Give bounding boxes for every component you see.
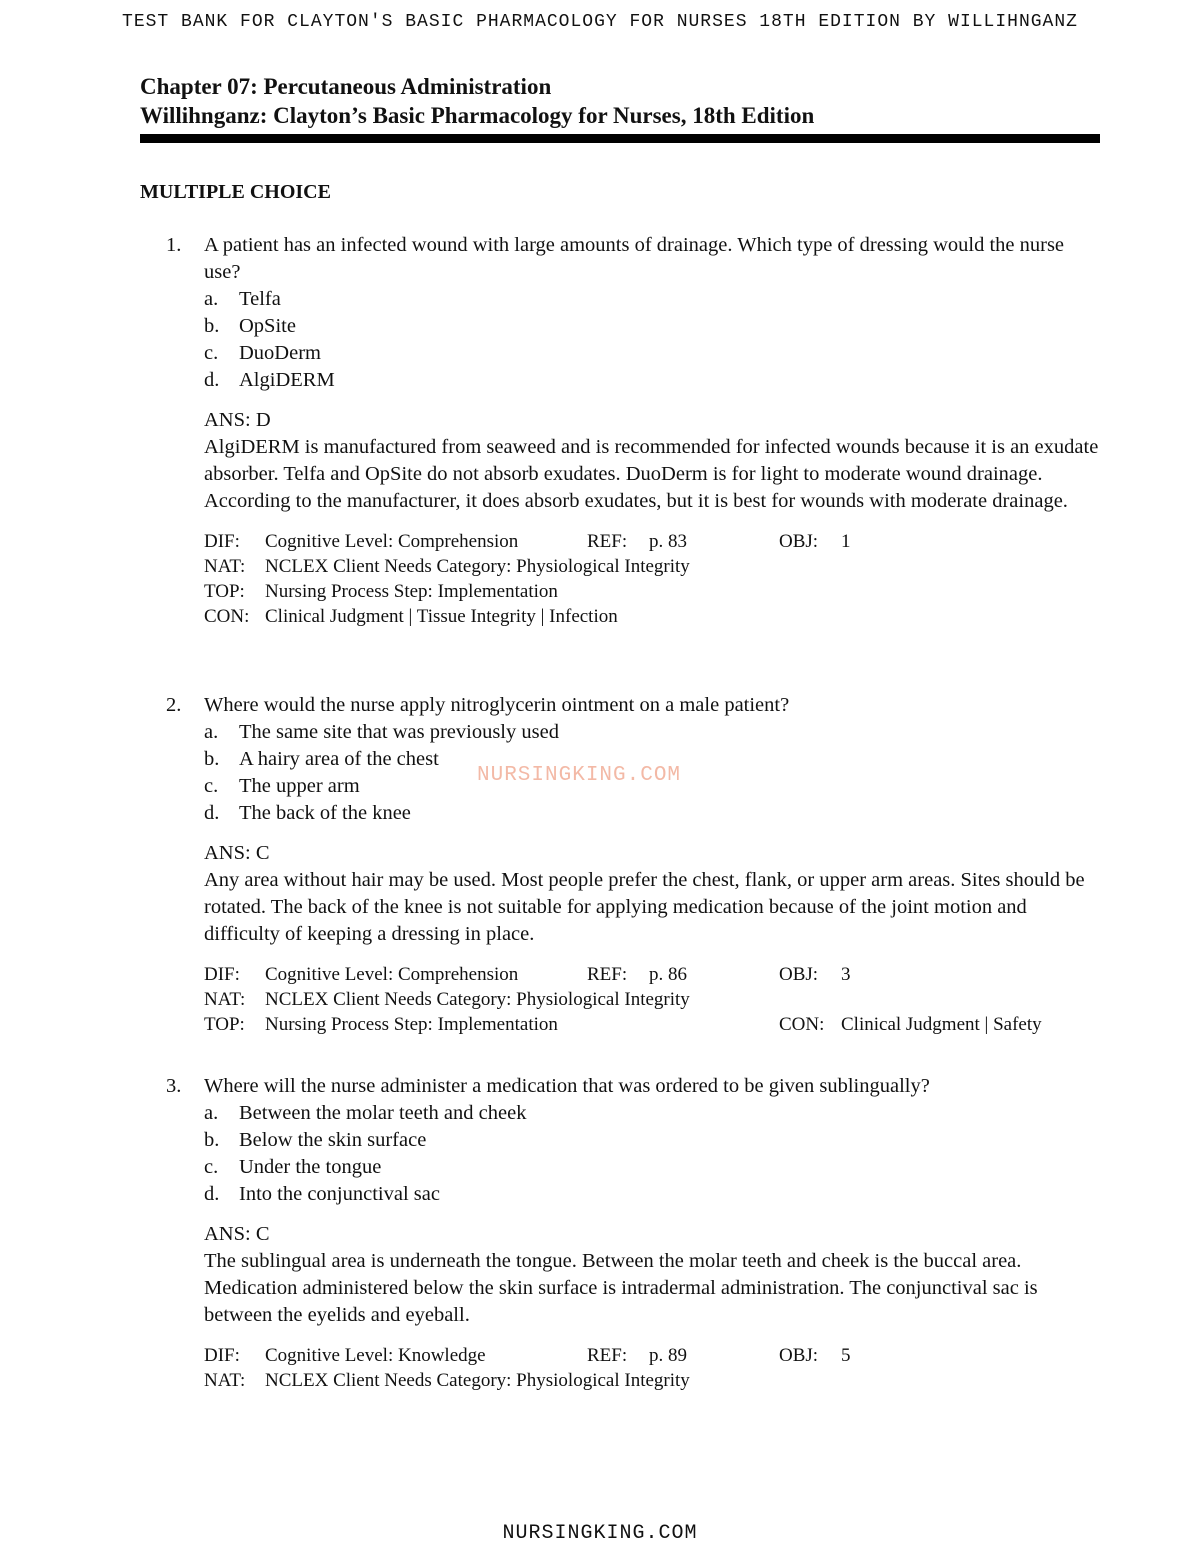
question-text: Where will the nurse administer a medication that was ordered to be given sublingually? <box>204 1075 930 1097</box>
book-title: Willihnganz: Clayton’s Basic Pharmacology for Nurses, 18th Edition <box>140 103 815 128</box>
watermark: NURSINGKING.COM <box>477 764 682 787</box>
option-c: c. Under the tongue <box>204 1156 382 1178</box>
topic: Nursing Process Step: Implementation <box>265 581 558 602</box>
question-1 <box>140 232 1100 629</box>
objective: 5 <box>841 1345 851 1366</box>
option-c: c. DuoDerm <box>204 342 321 364</box>
chapter-title: Chapter 07: Percutaneous Administration <box>140 74 552 99</box>
answer: ANS: C <box>204 842 270 864</box>
option-c: c. The upper arm <box>204 775 360 797</box>
nclex-category: NCLEX Client Needs Category: Physiological Integrity <box>265 556 690 577</box>
question-number: 3. <box>166 1075 182 1097</box>
option-a: a. The same site that was previously used <box>204 721 559 743</box>
question-text: A patient has an infected wound with large amounts of drainage. Which type of dressing would the nurse use? <box>204 234 1065 283</box>
option-d: d. The back of the knee <box>204 802 411 824</box>
question-number: 1. <box>166 234 182 256</box>
difficulty: Cognitive Level: Knowledge <box>265 1345 486 1366</box>
option-d: d. Into the conjunctival sac <box>204 1183 440 1205</box>
question-meta: DIF: Cognitive Level: Knowledge REF: p. 89 OBJ: 5 NAT: NCLEX Client Needs Category: Physiological Integrity <box>204 1345 851 1391</box>
question-text: Where would the nurse apply nitroglycerin ointment on a male patient? <box>204 694 790 716</box>
option-list <box>140 286 1100 394</box>
objective: 1 <box>841 531 851 552</box>
nclex-category: NCLEX Client Needs Category: Physiological Integrity <box>265 1370 690 1391</box>
rationale: The sublingual area is underneath the tongue. Between the molar teeth and cheek is the buccal area. Medication administered below the skin surface is intradermal administration. The conjunctival sac is between the eyelids and eyeball. <box>204 1250 1038 1326</box>
question-number: 2. <box>166 694 182 716</box>
rationale: AlgiDERM is manufactured from seaweed and is recommended for infected wounds because it is an exudate absorber. Telfa and OpSite do not absorb exudates. DuoDerm is for light to moderate wound drainage. According to the manufacturer, it does absorb exudates, but it is best for wounds with moderate drainage. <box>204 436 1099 512</box>
rationale: Any area without hair may be used. Most people prefer the chest, flank, or upper arm areas. Sites should be rotated. The back of the knee is not suitable for applying medication because of the joint motion and difficulty of keeping a dressing in place. <box>204 869 1085 945</box>
reference: p. 86 <box>649 964 687 985</box>
question-meta: DIF: Cognitive Level: Comprehension REF: p. 86 OBJ: 3 NAT: NCLEX Client Needs Category: Physiological Integrity TOP: Nursing Process Step: Implementation CON: Clinical Judgment | Safety <box>204 964 1042 1035</box>
question-2 <box>140 692 1100 1037</box>
chapter-heading <box>140 72 1100 143</box>
topic: Nursing Process Step: Implementation <box>265 1014 558 1035</box>
difficulty: Cognitive Level: Comprehension <box>265 531 519 552</box>
option-d: d. AlgiDERM <box>204 369 335 391</box>
option-b: b. Below the skin surface <box>204 1129 427 1151</box>
difficulty: Cognitive Level: Comprehension <box>265 964 519 985</box>
page-footer: NURSINGKING.COM <box>502 1522 698 1545</box>
option-list <box>140 1100 1100 1208</box>
reference: p. 89 <box>649 1345 687 1366</box>
option-b: b. A hairy area of the chest <box>204 748 439 770</box>
reference: p. 83 <box>649 531 687 552</box>
question-3 <box>140 1073 1100 1393</box>
section-title: MULTIPLE CHOICE <box>140 181 331 203</box>
answer: ANS: D <box>204 409 271 431</box>
objective: 3 <box>841 964 851 985</box>
concept: Clinical Judgment | Tissue Integrity | Infection <box>265 606 618 627</box>
concept: Clinical Judgment | Safety <box>841 1014 1042 1035</box>
option-b: b. OpSite <box>204 315 296 337</box>
nclex-category: NCLEX Client Needs Category: Physiological Integrity <box>265 989 690 1010</box>
heading-rule <box>140 134 1100 143</box>
answer: ANS: C <box>204 1223 270 1245</box>
option-a: a. Between the molar teeth and cheek <box>204 1102 527 1124</box>
running-header: TEST BANK FOR CLAYTON'S BASIC PHARMACOLOGY FOR NURSES 18TH EDITION BY WILLIHNGANZ <box>122 12 1078 32</box>
question-meta: DIF: Cognitive Level: Comprehension REF: p. 83 OBJ: 1 NAT: NCLEX Client Needs Category: Physiological Integrity TOP: Nursing Process Step: Implementation CON: Clinical Judgment | Tissue Integrity | Infection <box>204 531 851 627</box>
option-a: a. Telfa <box>204 288 281 310</box>
